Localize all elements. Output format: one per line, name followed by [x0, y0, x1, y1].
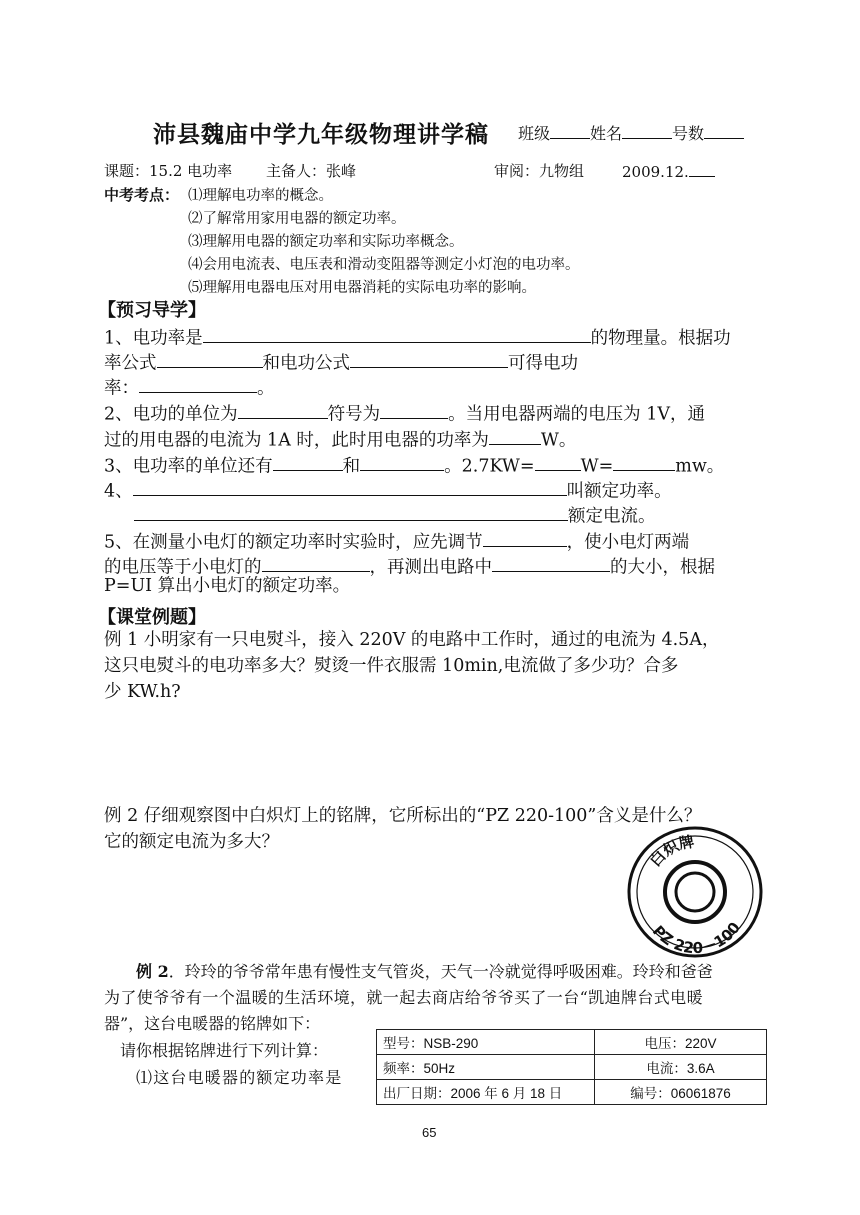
example-3-line: 器”，这台电暖器的铭牌如下：: [104, 1014, 321, 1033]
exam-point: ⑸理解用电器电压对用电器消耗的实际电功率的影响。: [188, 280, 536, 296]
exam-point: ⑴理解电功率的概念。: [188, 188, 333, 204]
example-3-line: 为了使爷爷有一个温暖的生活环境，就一起去商店给爷爷买了一台“凯迪牌台式电暖: [104, 988, 703, 1007]
nameplate-cell: 电流：3.6A: [595, 1055, 767, 1080]
question-5-line-2: 的电压等于小电灯的 ，再测出电路中 的大小，根据: [104, 553, 715, 577]
date: 2009.12.: [622, 160, 715, 181]
question-2-line-2: 过的用电器的电流为 1A 时，此时用电器的功率为 W。: [104, 426, 576, 450]
question-1-line-2: 率公式 和电功公式 可得电功: [104, 349, 578, 373]
example-2-line: 它的额定电流为多大？: [104, 832, 279, 852]
table-row: [377, 1080, 767, 1105]
blank[interactable]: [483, 528, 567, 547]
blank[interactable]: [492, 553, 610, 572]
page-number: 65: [422, 1125, 437, 1140]
example-2-line: 例 2 仔细观察图中白炽灯上的铭牌，它所标出的“PZ 220-100”含义是什么？: [104, 806, 702, 826]
question-1-line-1: 1、电功率是 的物理量。根据功: [104, 324, 731, 348]
nameplate-cell: 型号：NSB-290: [377, 1030, 595, 1055]
blank[interactable]: [134, 502, 568, 521]
blank[interactable]: [133, 477, 567, 496]
example-1-line: 少 KW.h?: [104, 682, 181, 702]
exam-point: ⑷会用电流表、电压表和滑动变阻器等测定小灯泡的电功率。: [188, 257, 580, 273]
table-row: [377, 1030, 767, 1055]
exam-point: ⑵了解常用家用电器的额定功率。: [188, 211, 406, 227]
class-label: 班级: [518, 124, 551, 143]
blank[interactable]: [360, 452, 444, 471]
question-2-line-1: 2、电功的单位为 符号为 。当用电器两端的电压为 1V，通: [104, 400, 705, 424]
nameplate-cell: 电压：220V: [595, 1030, 767, 1055]
number-label: 号数: [672, 124, 705, 143]
question-5-line-1: 5、在测量小电灯的额定功率时实验时，应先调节 ，使小电灯两端: [104, 528, 689, 552]
bulb-nameplate-figure: [620, 820, 770, 960]
question-1-line-3: 率： 。: [104, 374, 275, 398]
exam-points-label: 中考考点：: [104, 186, 180, 204]
blank[interactable]: [262, 553, 370, 572]
blank[interactable]: [139, 374, 257, 393]
nameplate-cell: 出厂日期：2006 年 6 月 18 日: [377, 1080, 595, 1105]
name-blank[interactable]: [622, 121, 672, 139]
heater-nameplate-table: [376, 1029, 767, 1105]
topic: 课题：15.2 电功率: [104, 162, 233, 180]
bulb-top-text: 白炽牌: [646, 832, 696, 871]
example-3-line: 例 2．玲玲的爷爷常年患有慢性支气管炎，天气一冷就觉得呼吸困难。玲玲和爸爸: [136, 962, 713, 981]
nameplate-cell: 频率：50Hz: [377, 1055, 595, 1080]
page-title: 沛县魏庙中学九年级物理讲学稿: [153, 121, 489, 148]
date-blank[interactable]: [689, 160, 715, 177]
blank[interactable]: [350, 349, 508, 368]
question-3: 3、电功率的单位还有 和 。2.7KW= W= mw。: [104, 452, 724, 476]
class-blank[interactable]: [550, 121, 590, 139]
question-5-line-3: P=UI 算出小电灯的额定功率。: [104, 576, 351, 596]
example-3-line: 请你根据铭牌进行下列计算：: [120, 1041, 329, 1060]
blank[interactable]: [238, 400, 328, 419]
number-blank[interactable]: [704, 121, 744, 139]
question-4-line-1: 4、 叫额定功率。: [104, 477, 672, 501]
exam-point: ⑶理解用电器的额定功率和实际功率概念。: [188, 234, 464, 250]
blank[interactable]: [613, 452, 675, 471]
blank[interactable]: [489, 426, 541, 445]
preparer: 主备人：张峰: [266, 162, 357, 180]
preview-heading: 【预习导学】: [98, 300, 206, 321]
question-4-line-2: 额定电流。: [134, 502, 656, 526]
blank[interactable]: [203, 324, 591, 343]
example-3-line: ⑴这台电暖器的额定功率是: [136, 1068, 343, 1087]
bulb-bottom-text: PZ 220－100: [648, 918, 745, 958]
student-fields: [518, 121, 744, 144]
table-row: [377, 1055, 767, 1080]
blank[interactable]: [380, 400, 448, 419]
example-1-line: 这只电熨斗的电功率多大？熨烫一件衣服需 10min,电流做了多少功？合多: [104, 656, 679, 676]
blank[interactable]: [273, 452, 343, 471]
reviewer: 审阅：九物组: [494, 162, 585, 180]
nameplate-cell: 编号：06061876: [595, 1080, 767, 1105]
classroom-heading: 【课堂例题】: [98, 607, 206, 628]
name-label: 姓名: [590, 124, 623, 143]
blank[interactable]: [157, 349, 263, 368]
blank[interactable]: [535, 452, 581, 471]
example-1-line: 例 1 小明家有一只电熨斗，接入 220V 的电路中工作时，通过的电流为 4.5A，: [104, 630, 720, 650]
